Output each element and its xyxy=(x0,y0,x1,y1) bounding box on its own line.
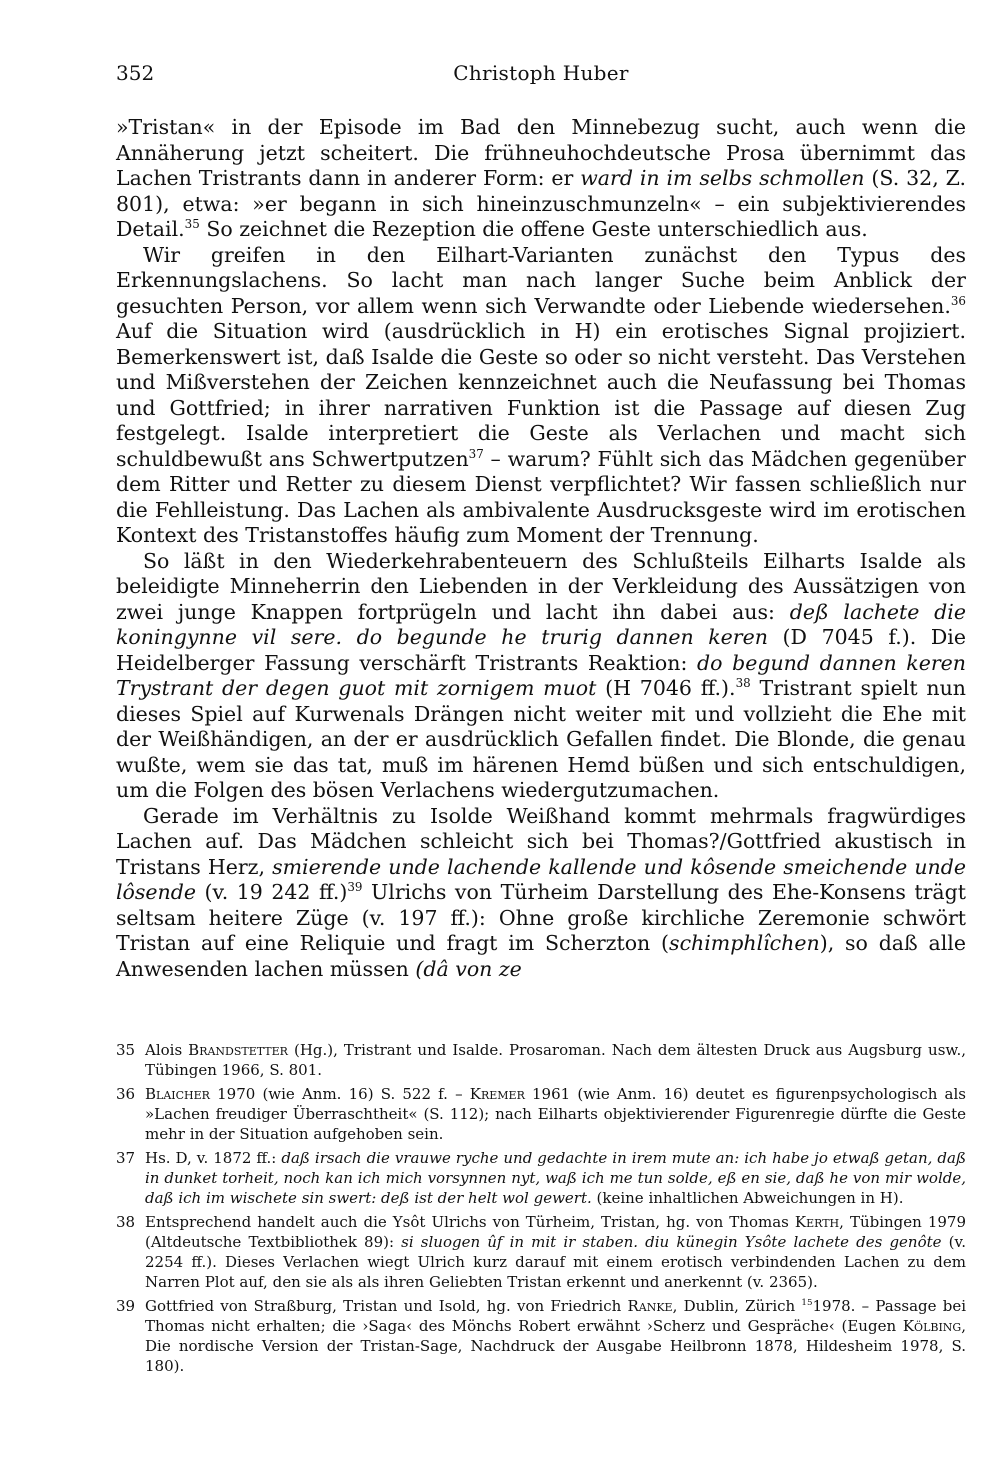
footnote-number: 38 xyxy=(116,1213,136,1231)
footnote: 37 Hs. D, v. 1872 ff.: daß irsach die vrauwe ryche und gedachte in irem mute an: ich habe jo etwaß getan, daß in dunket torheit, noch kan ich mich vorsynnen nyt, waß ich me tun solde, eß en sie, daß he von mir wolde, daß ich im wischete sin swert: deß ist der helt wol gewert. (keine inhaltlichen Abweichungen in H). xyxy=(116,1149,966,1207)
main-text xyxy=(116,115,966,982)
footnote-number: 37 xyxy=(116,1149,136,1167)
footnote-ref: 38 xyxy=(735,676,751,691)
footnote: 39 Gottfried von Straßburg, Tristan und Isold, hg. von Friedrich Ranke, Dublin, Zürich $^{15}$1978. – Passage bei Thomas nicht erhalten; die ›Saga‹ des Mönchs Robert erwähnt ›Scherz und Gespräche‹ (Eugen Kölbing, Die nordische Version der Tristan-Sage, Nachdruck der Ausgabe Heilbronn 1878, Hildesheim 1978, S. 180). xyxy=(116,1297,967,1375)
footnote-number: 35 xyxy=(116,1041,136,1059)
footnote: 36 Blaicher 1970 (wie Anm. 16) S. 522 f. – Kremer 1961 (wie Anm. 16) deutet es figurenpsychologisch als »Lachen freudiger Überraschtheit« (S. 112); nach Eilharts objektivierender Figurenregie dürfte die Geste mehr in der Situation aufgehoben sein. xyxy=(116,1085,966,1143)
footnote: 38 Entsprechend handelt auch die Ysôt Ulrichs von Türheim, Tristan, hg. von Thomas Kerth, Tübingen 1979 (Altdeutsche Textbibliothek 89): si sluogen ûf in mit ir staben. diu künegin Ysôte lachete des genôte (v. 2254 ff.). Dieses Verlachen wiegt Ulrich kurz darauf mit einem erotisch verbindenden Lachen zu dem Narren Plot auf, den sie als als ihren Geliebten Tristan erkennt und anerkennt (v. 2365). xyxy=(116,1213,966,1291)
footnote: 35 Alois Brandstetter (Hg.), Tristrant und Isalde. Prosaroman. Nach dem ältesten Druck aus Augsburg usw., Tübingen 1966, S. 801. xyxy=(116,1041,966,1079)
footnote-ref: 37 xyxy=(468,446,484,461)
footnote-ref: 35 xyxy=(184,217,200,232)
footnotes xyxy=(116,1040,966,1380)
footnote-number: 39 xyxy=(116,1297,136,1315)
paragraph: Gerade im Verhältnis zu Isolde Weißhand kommt mehrmals fragwürdiges Lachen auf. Das Mädchen schleicht sich bei Thomas?/Gottfried akustisch in Tristans Herz, smierende unde lachende kallende und kôsende smeichende unde lôsende (v. 19 242 ff.)$^{39}$ Ulrichs von Türheim Darstellung des Ehe-Konsens trägt seltsam heitere Züge (v. 197 ff.): Ohne große kirchliche Zeremonie schwört Tristan auf eine Reliquie und fragt im Scherzton (schimphlîchen), so daß alle Anwesenden lachen müssen (dâ von ze xyxy=(116,803,966,981)
page-number: 352 xyxy=(116,61,155,85)
footnote-ref: 36 xyxy=(950,293,966,308)
paragraph: Wir greifen in den Eilhart-Varianten zunächst den Typus des Erkennungslachens. So lacht man nach langer Suche beim Anblick der gesuchten Person, vor allem wenn sich Verwandte oder Liebende wiedersehen.$^{36}$ Auf die Situation wird (ausdrücklich in H) ein erotisches Signal projiziert. Bemerkenswert ist, daß Isalde die Geste so oder so nicht versteht. Das Verstehen und Mißverstehen der Zeichen kennzeichnet auch die Neufassung bei Thomas und Gottfried; in ihrer narrativen Funktion ist die Passage auf diesen Zug festgelegt. Isalde interpretiert die Geste als Verlachen und macht sich schuldbewußt ans Schwertputzen$^{37}$ – warum? Fühlt sich das Mädchen gegenüber dem Ritter und Retter zu diesem Dienst verpflichtet? Wir fassen schließlich nur die Fehlleistung. Das Lachen als ambivalente Ausdrucksgeste wird im erotischen Kontext des Tristanstoffes häufig zum Moment der Trennung. xyxy=(116,242,966,547)
paragraph: »Tristan« in der Episode im Bad den Minnebezug sucht, auch wenn die Annäherung jetzt scheitert. Die frühneuhochdeutsche Prosa übernimmt das Lachen Tristrants dann in anderer Form: er ward in im selbs schmollen (S. 32, Z. 801), etwa: »er begann in sich hineinzuschmunzeln« – ein subjektivierendes Detail.$^{35}$ So zeichnet die Rezeption die offene Geste unterschiedlich aus. xyxy=(116,115,966,241)
running-header xyxy=(116,58,966,88)
paragraph: So läßt in den Wiederkehrabenteuern des Schlußteils Eilharts Isalde als beleidigte Minneherrin den Liebenden in der Verkleidung des Aussätzigen von zwei junge Knappen fortprügeln und lacht ihn dabei aus: deß lachete die koningynne vil sere. do begunde he trurig dannen keren (D 7045 f.). Die Heidelberger Fassung verschärft Tristrants Reaktion: do begund dannen keren Trystrant der degen guot mit zornigem muot (H 7046 ff.).$^{38}$ Tristrant spielt nun dieses Spiel auf Kurwenals Drängen nicht weiter mit und vollzieht die Ehe mit der Weißhändigen, an der er ausdrücklich Gefallen findet. Die Blonde, die genau wußte, wem sie das tat, muß im härenen Hemd büßen und sich entschuldigen, um die Folgen des bösen Verlachens wiedergutzumachen. xyxy=(116,548,966,802)
running-head-author: Christoph Huber xyxy=(453,61,629,85)
footnote-number: 36 xyxy=(116,1085,136,1103)
footnote-ref: 39 xyxy=(347,880,363,895)
